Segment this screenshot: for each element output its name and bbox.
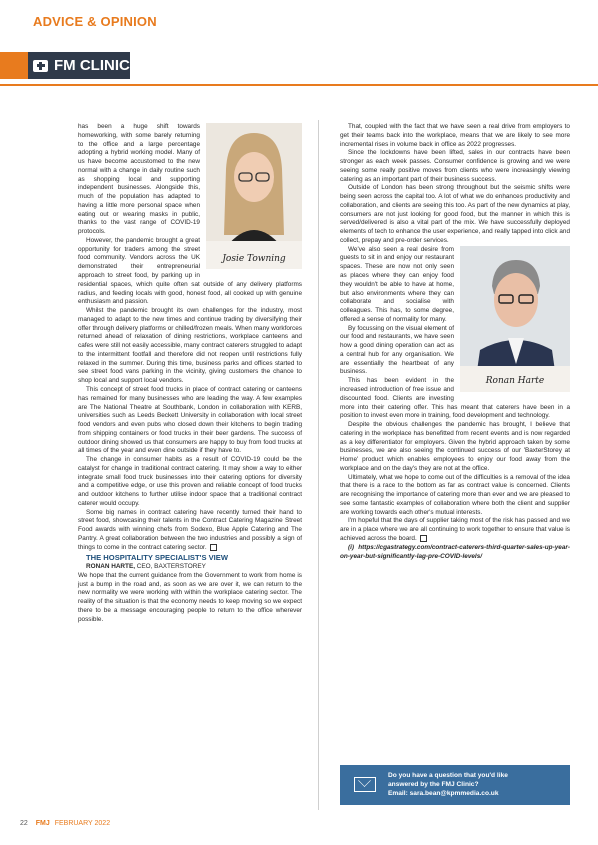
portrait-ronan-icon xyxy=(460,246,570,392)
right-column xyxy=(340,123,570,561)
column-title-stripe xyxy=(0,52,28,79)
right-paragraph: Despite the obvious challenges the pandemic has brought, I believe that catering in the workplace has benefitted from recent events and is now regarded as a key differentiator for employers. Given the hybrid approach taken by some businesses, we are also seeing the continued success of our 'BaxterStorey at Home' product which enables employees to enjoy our food away from the workplace and on the day's they are not at the office. xyxy=(340,421,570,472)
byline-role: CEO, BAXTERSTOREY xyxy=(136,563,206,571)
right-paragraph: By focussing on the visual element of our food and restaurants, we have seen how a good dining operation can act as a central hub for any organisation. We are essentially the heartbeat of any business. xyxy=(340,324,454,376)
right-paragraph: Outside of London has been strong throughout but the seismic shifts were being seen across the capital too. A lot of what we do enhances productivity and collaboration, and clients are seeing this too. As part of the new dynamics at play, consumers are not just looking for good food, but the manner in which this is served/delivered is also a vital part of the mix. We have successfully deployed elements of tech to enhance the user experience, and really tapped into click and collect, prepay and pre-order services. xyxy=(340,184,570,244)
ronan-signature: Ronan Harte xyxy=(485,376,545,387)
question-text xyxy=(388,771,563,799)
end-mark-icon xyxy=(420,535,427,542)
right-paragraph: That, coupled with the fact that we have seen a real drive from employers to get their teams back into the workplace, means that we are likely to see more incremental rises in volume back in office as 2022 progresses. xyxy=(340,123,570,148)
column-title-text: FM CLINIC xyxy=(54,57,130,74)
left-paragraph xyxy=(78,509,302,553)
issue-date: FEBRUARY 2022 xyxy=(54,820,111,827)
right-paragraph: Ultimately, what we hope to come out of the difficulties is a removal of the idea that there is a race to the bottom as far as contract value is concerned. Clients are recognising the importance of catering more than ever and we are pleased to see some fantastic examples of collaboration where both the client and supplier are working towards each other's mutual interests. xyxy=(340,473,570,516)
question-box xyxy=(340,765,570,805)
left-paragraph: However, the pandemic brought a great opportunity for traders among the street food community. Vendors across the UK demonstrated their entrepreneurial approach to street food, by parking up in residential spaces, which quite often sat outside of any delivery platforms radius, and feeding locals with good, honest food, all cooked up with genuine enthusiasm and passion. xyxy=(78,236,302,306)
right-paragraph-text: I'm hopeful that the days of supplier taking most of the risk has passed and we are in a place where we are all continuing to work together to ensure that value is achieved across the board. xyxy=(340,517,570,543)
left-paragraph: The change in consumer habits as a result of COVID-19 could be the catalyst for change in traditional contract catering. It may show a way to either integrate small food truck businesses into their catering options for diversity and a competitive edge, or use this proven and reliable concept of food trucks and outdoor kitchens to further utilise indoor space that a traditional contract caterer would occupy. xyxy=(78,456,302,507)
right-paragraph: Since the lockdowns have been lifted, sales in our contracts have been stronger as each week passes. Consumer confidence is growing and we were seeing some really positive moves from clients who were increasingly viewing catering as an important part of their business success. xyxy=(340,149,570,183)
question-email[interactable]: Email: sara.bean@kpmmedia.co.uk xyxy=(388,790,499,798)
header-rule xyxy=(0,84,598,86)
left-paragraph-text: Some big names in contract catering have recently turned their hand to street food, showcasing their talents in the Contract Catering Magazine Street Food awards with winning chefs from Sodexo, Blue Apple Catering and The Pantry. A great collaboration between the two industries and possibly a sign of things to come in the contract catering sector. xyxy=(78,508,302,551)
first-aid-kit-icon xyxy=(33,60,48,72)
column-title xyxy=(33,52,130,79)
question-line-2: answered by the FMJ Clinic? xyxy=(388,781,479,789)
portrait-josie-icon xyxy=(206,123,302,269)
left-paragraph: This concept of street food trucks in place of contract catering or canteens has remained for many businesses who are leading the way. A few examples are The National Theatre at Southbank, London in collaboration with KERB, universities such as Leeds Beckett University in collaboration with local street food vendors and even pubs who closed down their kitchens to begin trading from shipping containers or food trucks in their beer gardens. The success of outdoor dining showed us that consumers are happy to buy from food trucks at all times of the year and even dine outside if they have to. xyxy=(78,385,302,455)
left-intro-paragraph: has been a huge shift towards homeworking, with some barely returning to the office and a large percentage adopting a hybrid working model. Many of us have become accustomed to the new normal with a change in daily routine such as shopping local and supporting independent businesses. Alongside this, much of the population has adapted to having a little more personal space when eating out or wearing masks in public, thanks to the vast range of COVID-19 protocols. xyxy=(78,123,200,236)
page-number: 22 xyxy=(20,820,28,827)
byline-name: RONAN HARTE, xyxy=(86,563,135,571)
josie-towning-photo xyxy=(206,123,302,269)
right-paragraph: We've also seen a real desire from guests to sit in and enjoy our restaurant spaces. These are now not only seen as places where they can enjoy food they wouldn't be able to have at home, but also environments where they can collaborate and socialise with colleagues. This has, to some degree, offered a sense of normality for many. xyxy=(340,245,454,323)
section-label: ADVICE & OPINION xyxy=(33,14,157,29)
right-paragraph: This has been evident in the increased introduction of free issue and discounted food. Clients are investing more into their catering offer. This has meant that caterers have been in a position to invest even more in training, food development and technology. xyxy=(340,377,570,420)
page-footer xyxy=(20,820,110,827)
byline xyxy=(78,563,302,572)
josie-signature: Josie Towning xyxy=(222,253,286,264)
publication-name: FMJ xyxy=(35,820,50,827)
view-heading: THE HOSPITALITY SPECIALIST'S VIEW xyxy=(86,552,229,562)
left-paragraph: Whilst the pandemic brought its own challenges for the industry, most managed to adapt to the new times and continue trading by diversifying their offer through delivery platforms or chilled/frozen meals. When many workforces returned ahead of relaxation of dining restrictions, workplace canteens and cafes were still not easily accessible, many contract caterers struggled to adapt to the intermittent footfall and therefore did not reopen until restrictions fully relaxed in the summer. During this time, business parks and offices started to see street food vans parking in the vicinity, giving customers the chance to shop local and support local vendors. xyxy=(78,307,303,385)
source-url[interactable]: (i) https://cgastrategy.com/contract-caterers-third-quarter-sales-up-year-on-year-but-significantly-lag-pre-COVID-levels/ xyxy=(340,543,570,560)
left-column xyxy=(78,123,302,624)
column-divider xyxy=(318,120,319,810)
envelope-icon xyxy=(354,777,376,792)
ronan-harte-photo xyxy=(460,246,570,392)
end-mark-icon xyxy=(210,544,217,551)
view-paragraph: We hope that the current guidance from the Government to work from home is just a bump in the road and, as soon as we are over it, we can return to the new normality we were working with within the workplace catering sector. The reality of the situation is that the economy needs to keep moving so we expect there to be a message encouraging people to return to the office wherever possible. xyxy=(78,571,302,623)
question-line-1: Do you have a question that you'd like xyxy=(388,772,508,779)
right-paragraph xyxy=(340,517,570,543)
